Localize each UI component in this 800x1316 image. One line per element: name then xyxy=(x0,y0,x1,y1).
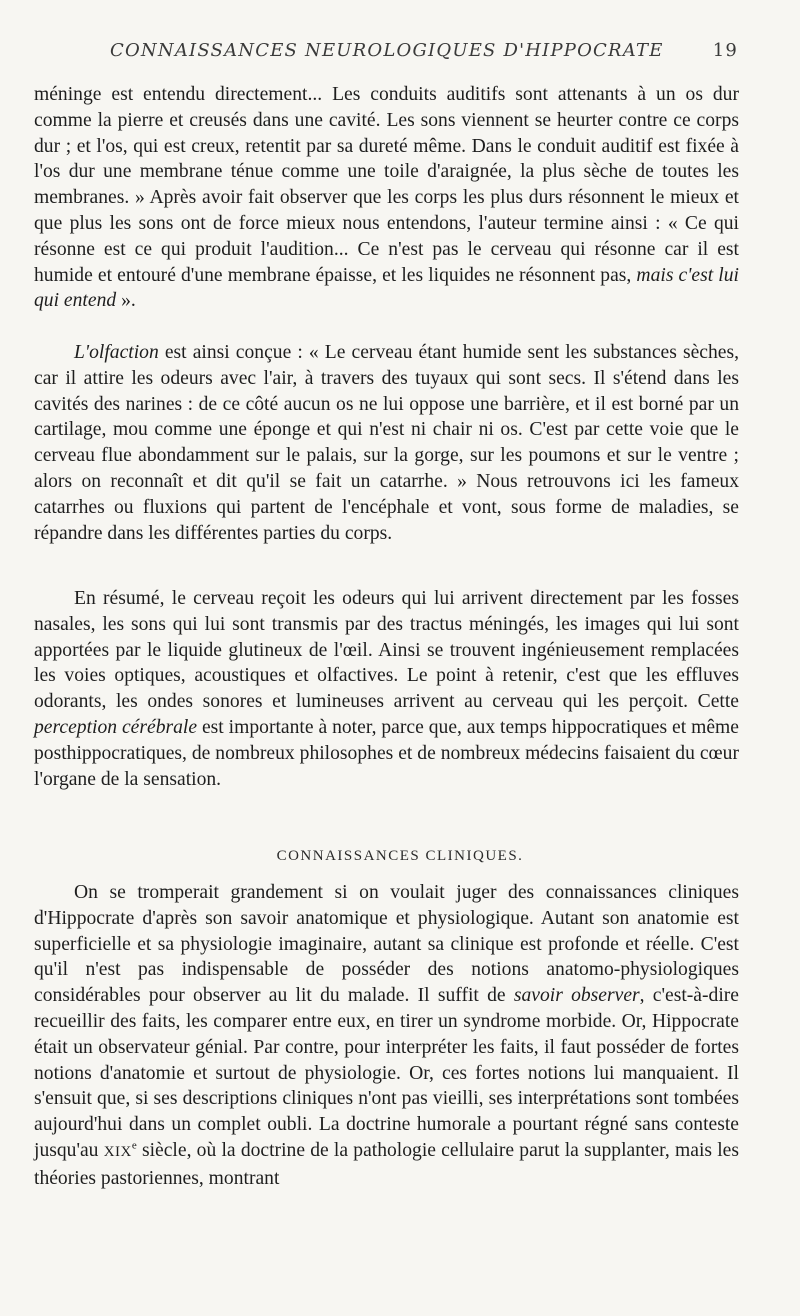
paragraph-text: En résumé, le cerveau reçoit les odeurs qui lui arrivent directement par les fosses nasales, les sons qui lui sont transmis par des tractus méningés, les images qui lui sont apportées par le liquide glutineux de l'œil. Ainsi se trouvent ingénieusement remplacées les voies optiques, acoustiques et olfactives. Le point à retenir, c'est que les effluves odorants, les ondes sonores et lumineuses arrivent au cerveau qui les perçoit. Cette xyxy=(34,588,739,713)
paragraph-text-end: siècle, où la doctrine de la pathologie cellulaire parut la supplanter, mais les théories pastoriennes, montrant xyxy=(34,1139,739,1189)
century-numeral: XIX xyxy=(103,1143,132,1160)
italic-term: L'olfaction xyxy=(74,342,159,363)
paragraph-resume xyxy=(34,586,739,792)
header-title: CONNAISSANCES NEUROLOGIQUES D'HIPPOCRATE xyxy=(110,40,664,61)
page-number: 19 xyxy=(712,40,738,61)
italic-phrase: mais c'est lui qui entend xyxy=(34,264,739,312)
paragraph-audition xyxy=(34,82,739,314)
paragraph-text: On se tromperait grandement si on voulait juger des connaissances cliniques d'Hippocrate d'après son savoir anatomique et physiologique. Autant son anatomie est superficielle et sa physiologie imaginaire, autant sa clinique est profonde et réelle. C'est qu'il n'est pas indispensable de posséder des notions anatomo-physiologiques considérables pour observer au lit du malade. Il suffit de xyxy=(34,882,739,1007)
section-heading: CONNAISSANCES CLINIQUES. xyxy=(276,848,524,864)
paragraph-text-middle: , c'est-à-dire recueillir des faits, les comparer entre eux, en tirer un syndrome morbide. Or, Hippocrate était un observateur génial. Par contre, pour interpréter les faits, il faut posséder de fortes notions d'anatomie et surtout de physiologie. Or, ces fortes notions lui manquaient. Il s'ensuit que, si ses descriptions cliniques n'ont pas vieilli, ses interprétations sont tombées aujourd'hui dans un complet oubli. La doctrine humorale a pourtant régné sans conteste jusqu'au xyxy=(34,985,739,1161)
century-suffix: e xyxy=(131,1139,137,1152)
italic-phrase: perception cérébrale xyxy=(34,716,198,738)
paragraph-text: méninge est entendu directement... Les conduits auditifs sont attenants à un os dur comme la pierre et creusés dans une cavité. Les sons viennent se heurter contre ce corps dur ; et l'os, qui est creux, retentit par sa dureté même. Dans le conduit auditif est fixée à l'os dur une membrane ténue comme une toile d'araignée, la plus sèche de toutes les membranes. » Après avoir fait observer que les corps les plus durs résonnent le mieux et que plus les sons ont de force mieux nous entendons, l'auteur termine ainsi : « Ce qui résonne est ce qui produit l'audition... Ce n'est pas le cerveau qui résonne car il est humide et entouré d'une membrane épaisse, et les liquides ne résonnent pas, xyxy=(34,84,739,286)
paragraph-clinique xyxy=(34,880,739,1192)
paragraph-text-end: ». xyxy=(116,290,136,312)
italic-phrase: savoir observer xyxy=(513,985,640,1007)
paragraph-text: est ainsi conçue : « Le cerveau étant humide sent les substances sèches, car il attire les odeurs avec l'air, à travers des tuyaux qui sont secs. Il s'étend dans les cavités des narines : de ce côté aucun os ne lui oppose une barrière, et il est borné par un cartilage, mou comme une éponge et qui n'est ni chair ni os. C'est par cette voie que le cerveau flue abondamment sur le palais, sur la gorge, sur les poumons et sur le ventre ; alors on reconnaît et dit qu'il se fait un catarrhe. » Nous retrouvons ici les fameux catarrhes ou fluxions qui partent de l'encéphale et vont, sous forme de maladies, se répandre dans les différentes parties du corps. xyxy=(34,342,739,544)
paragraph-olfaction xyxy=(34,340,739,546)
paragraph-text-end: est importante à noter, parce que, aux temps hippocratiques et même posthippocratiques, de nombreux philosophes et de nombreux médecins faisaient du cœur l'organe de la sensation. xyxy=(34,716,739,790)
running-header xyxy=(110,40,738,74)
